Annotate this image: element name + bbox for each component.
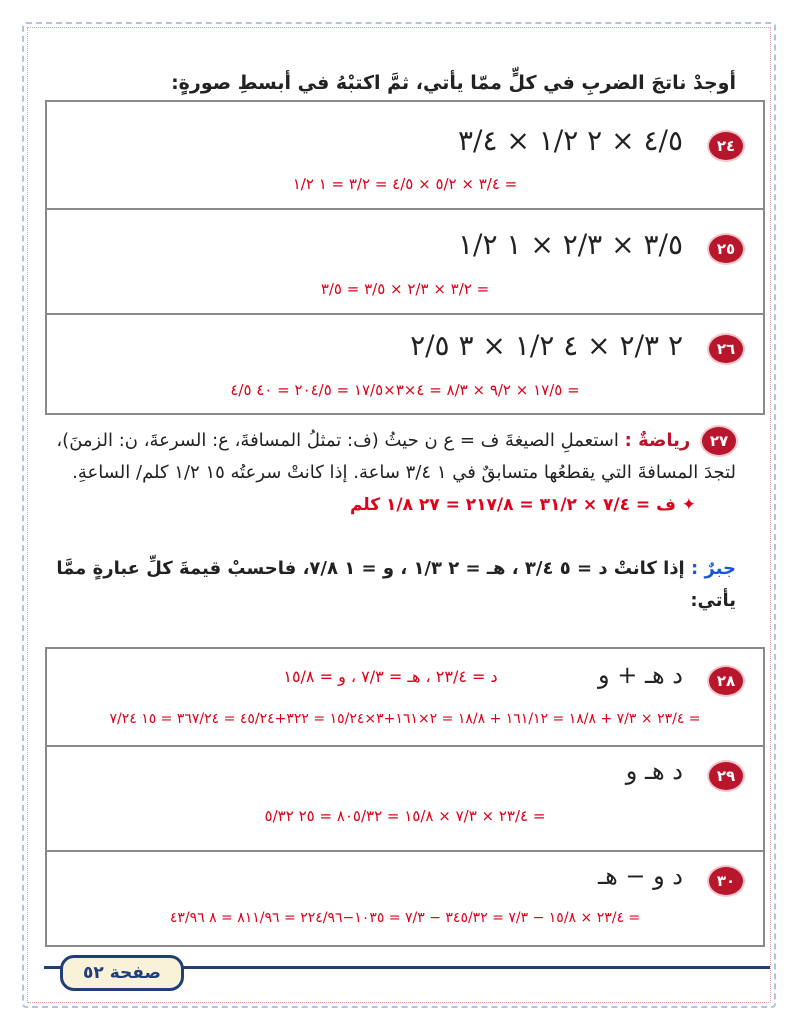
problems-table-b bbox=[45, 647, 765, 947]
problems-table-a bbox=[45, 100, 765, 415]
problem-number-badge: ٢٧ bbox=[702, 427, 736, 455]
jabr-givens: د = ٢٣/٤ ، هـ = ٧/٣ ، و = ١٥/٨ bbox=[283, 667, 498, 686]
instruction-text: أوجدْ ناتجَ الضربِ في كلٍّ ممّا يأتي، ثمَّ اكتبْهُ في أبسطِ صورةٍ: bbox=[171, 72, 736, 94]
problem-expression: د هـ + و bbox=[598, 661, 683, 689]
problem-number-badge: ٣٠ bbox=[709, 867, 743, 895]
q27-line-1 bbox=[45, 425, 736, 457]
problem-row-26 bbox=[45, 315, 765, 415]
q27-title: رياضةٌ : bbox=[624, 430, 691, 451]
problem-answer: = ٣/٢ × ٢/٣ × ٣/٥ = ٣/٥ bbox=[320, 280, 490, 298]
problem-row-25 bbox=[45, 210, 765, 315]
problem-expression: ٤/٥ × ٢ ١/٢ × ٣/٤ bbox=[457, 124, 683, 157]
problem-row-29 bbox=[45, 747, 765, 852]
q27-text-2: لتجدَ المسافةَ التي يقطعُها متسابقٌ في ١ ٣/٤ ساعة. إذا كانتْ سرعتُه ١٥ ١/٢ كلم/ الساعةِ. bbox=[72, 462, 736, 483]
q27-answer: ✦ ف = ٧/٤ × ٣١/٢ = ٢١٧/٨ = ٢٧ ١/٨ كلم bbox=[349, 495, 696, 515]
jabr-line bbox=[45, 553, 736, 617]
problem-number-badge: ٢٩ bbox=[709, 762, 743, 790]
jabr-text: إذا كانتْ د = ٥ ٣/٤ ، هـ = ٢ ١/٣ ، و = ١ ٧/٨، فاحسبْ قيمةَ كلِّ عبارةٍ ممَّا يأتي: bbox=[56, 558, 736, 611]
page-number-tab bbox=[60, 955, 184, 991]
problem-expression: د هـ و bbox=[625, 757, 683, 785]
problem-answer: = ٢٣/٤ × ١٥/٨ − ٧/٣ = ٣٤٥/٣٢ − ٧/٣ = ١٠٣٥−٢٢٤/٩٦ = ٨١١/٩٦ = ٨ ٤٣/٩٦ bbox=[169, 910, 641, 926]
q27-text-1: استعملِ الصيغةَ ف = ع ن حيثُ (ف: تمثلُ المسافةَ، ع: السرعةَ، ن: الزمنَ)، bbox=[56, 430, 619, 451]
problem-answer: = ٢٣/٤ × ٧/٣ × ١٥/٨ = ٨٠٥/٣٢ = ٢٥ ٥/٣٢ bbox=[264, 807, 546, 825]
problem-answer: = ١٧/٥ × ٩/٢ × ٨/٣ = ٤×٣×١٧/٥ = ٢٠٤/٥ = ٤٠ ٤/٥ bbox=[230, 381, 580, 399]
problem-answer: = ٣/٤ × ٥/٢ × ٤/٥ = ٣/٢ = ١ ١/٢ bbox=[292, 175, 518, 193]
problem-number-badge: ٢٨ bbox=[709, 667, 743, 695]
problem-number-badge: ٢٥ bbox=[709, 235, 743, 263]
problem-expression: ٣/٥ × ٢/٣ × ١ ١/٢ bbox=[457, 228, 683, 261]
problem-row-28 bbox=[45, 647, 765, 747]
problem-expression: ٢ ٢/٣ × ٤ ١/٢ × ٣ ٢/٥ bbox=[410, 329, 683, 362]
page-number-label: صفحة ٥٢ bbox=[83, 963, 161, 983]
problem-expression: د و − هـ bbox=[598, 862, 683, 890]
problem-row-30 bbox=[45, 852, 765, 947]
problem-answer: = ٢٣/٤ × ٧/٣ + ١٨/٨ = ١٦١/١٢ + ١٨/٨ = ٢×١٦١+٣×١٥/٢٤ = ٣٢٢+٤٥/٢٤ = ٣٦٧/٢٤ = ١٥ ٧/٢٤ bbox=[109, 711, 701, 727]
question-27 bbox=[45, 425, 736, 521]
problem-number-badge: ٢٤ bbox=[709, 132, 743, 160]
jabr-title: جبرٌ : bbox=[691, 558, 736, 579]
problem-number-badge: ٢٦ bbox=[709, 335, 743, 363]
problem-row-24 bbox=[45, 100, 765, 210]
